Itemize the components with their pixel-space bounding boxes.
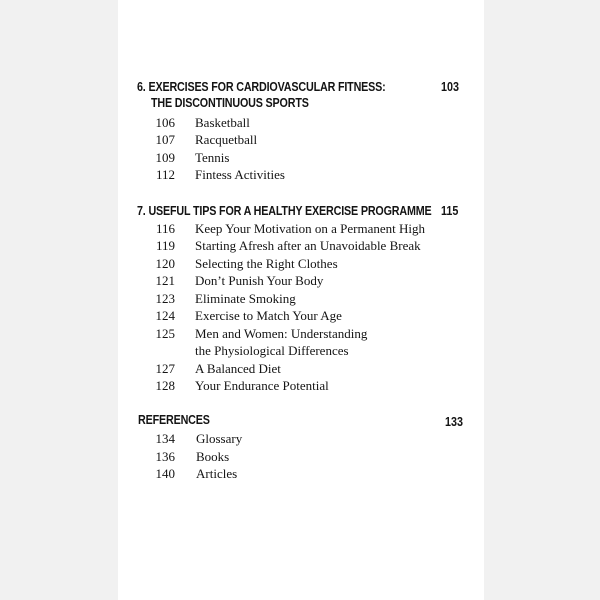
entry-page-number: 119 (155, 238, 175, 253)
entry-title: Don’t Punish Your Body (195, 273, 324, 288)
entry-title: Books (196, 449, 230, 464)
section-title-continued: THE DISCONTINUOUS SPORTS (151, 96, 309, 110)
section-title: USEFUL TIPS FOR A HEALTHY EXERCISE PROGRAMME (148, 204, 432, 218)
entry-title: Basketball (195, 115, 250, 130)
section-page-number: 103 (441, 80, 459, 94)
entry-title: Articles (196, 466, 238, 481)
entry-title: Tennis (195, 150, 230, 165)
entry-title: Eliminate Smoking (195, 291, 296, 306)
entry-title: Glossary (196, 431, 243, 446)
entry-page-number: 134 (155, 431, 175, 446)
entry-title: Racquetball (195, 132, 258, 147)
entry-title-continued: the Physiological Differences (195, 343, 349, 358)
entry-page-number: 112 (155, 167, 175, 182)
section-heading: REFERENCES (138, 413, 210, 427)
entry-page-number: 125 (155, 326, 175, 341)
entry-title: Selecting the Right Clothes (195, 256, 338, 271)
entry-page-number: 116 (155, 221, 175, 236)
section-number: 6. (137, 80, 146, 94)
entry-title: Your Endurance Potential (195, 378, 329, 393)
section-heading (137, 80, 386, 94)
section-heading (137, 204, 432, 218)
entry-page-number: 128 (155, 378, 175, 393)
entry-title: A Balanced Diet (195, 361, 281, 376)
entry-page-number: 106 (155, 115, 175, 130)
entry-page-number: 136 (155, 449, 175, 464)
entry-title: Fintess Activities (195, 167, 285, 182)
section-page-number: 115 (441, 204, 459, 218)
entry-page-number: 107 (155, 132, 175, 147)
entry-page-number: 123 (155, 291, 175, 306)
entry-title: Men and Women: Understanding (195, 326, 368, 341)
entry-title: Exercise to Match Your Age (195, 308, 342, 323)
entry-page-number: 120 (155, 256, 175, 271)
entry-title: Starting Afresh after an Unavoidable Break (195, 238, 421, 253)
entry-page-number: 124 (155, 308, 175, 323)
section-page-number: 133 (445, 415, 463, 429)
entry-page-number: 127 (155, 361, 175, 376)
entry-page-number: 121 (155, 273, 175, 288)
section-title: EXERCISES FOR CARDIOVASCULAR FITNESS: (148, 80, 386, 94)
entry-page-number: 140 (155, 466, 175, 481)
entry-page-number: 109 (155, 150, 175, 165)
entry-title: Keep Your Motivation on a Permanent High (195, 221, 426, 236)
section-number: 7. (137, 204, 146, 218)
